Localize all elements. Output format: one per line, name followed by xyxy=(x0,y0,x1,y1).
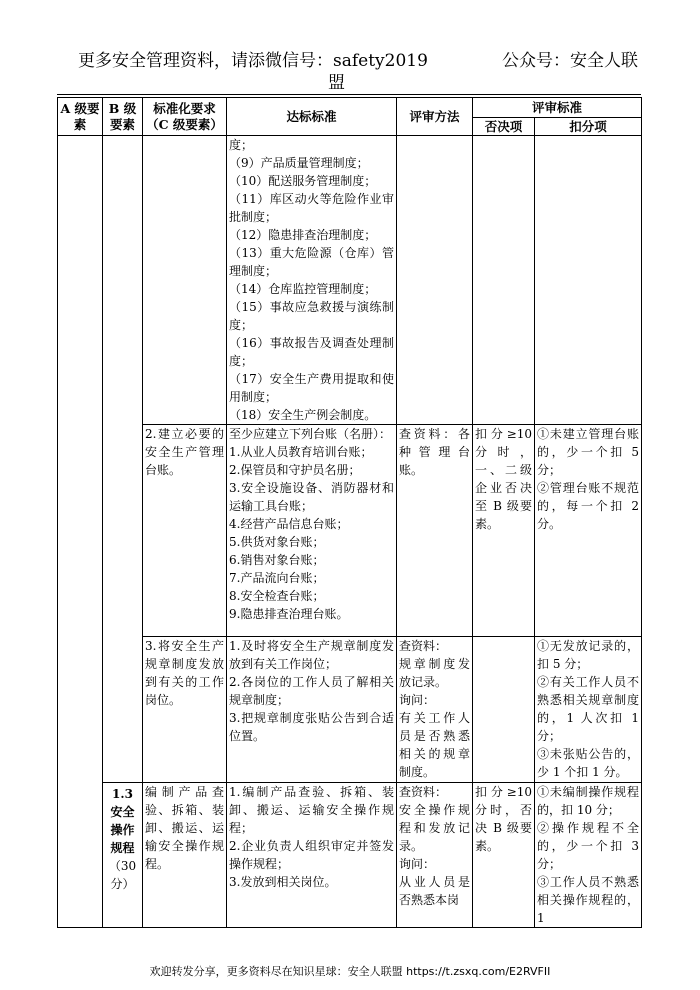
list-item: 2.各岗位的工作人员了解相关规章制度； xyxy=(229,675,394,707)
list-item: 查资料： xyxy=(399,639,448,653)
table-row xyxy=(58,136,642,425)
list-item: 9.隐患排查治理台账。 xyxy=(229,607,349,621)
list-item: （18）安全生产例会制度。 xyxy=(229,408,377,422)
b-level-score: 分） xyxy=(110,877,135,891)
list-item: 从业人员是否熟悉本岗 xyxy=(399,875,470,907)
deduct-cell xyxy=(535,425,642,637)
list-item: 2.保管员和守护员名册； xyxy=(229,463,361,477)
header-rule xyxy=(57,94,641,95)
table-row xyxy=(58,637,642,783)
list-item: 3.把规章制度张贴公告到合适位置。 xyxy=(229,711,394,743)
list-item: 度； xyxy=(229,138,254,152)
col-criteria: 评审标准 xyxy=(473,98,642,118)
veto-cell xyxy=(473,136,535,425)
list-item: （12）隐患排查治理制度； xyxy=(229,228,377,242)
b-level-label: 安全 xyxy=(110,805,135,819)
table-row xyxy=(58,425,642,637)
method-cell: 查资料：各种管理台账。 xyxy=(397,425,473,637)
list-item: ③工作人员不熟悉相关操作规程的，1 xyxy=(537,875,640,925)
list-item: 4.经营产品信息台账； xyxy=(229,517,349,531)
list-item: 3.发放到相关岗位。 xyxy=(229,875,337,889)
standard-cell xyxy=(227,425,397,637)
wechat-note: 更多安全管理资料，请添微信号：safety2019 xyxy=(78,51,428,71)
list-item: 1.从业人员教育培训台账； xyxy=(229,445,373,459)
list-item: ①未建立管理台账的，少一个扣 5 分； xyxy=(537,427,640,477)
deduct-cell xyxy=(535,783,642,928)
list-item: ②有关工作人员不熟悉相关规章制度的，1 人次扣 1 分； xyxy=(537,675,640,743)
list-item: （11）库区动火等危险作业审批制度； xyxy=(229,192,394,224)
list-item: 8.安全检查台账； xyxy=(229,589,325,603)
veto-cell xyxy=(473,637,535,783)
method-cell xyxy=(397,136,473,425)
list-item: ②管理台账不规范的，每一个扣 2 分。 xyxy=(537,481,640,531)
a-level-cell xyxy=(58,136,103,928)
list-intro: 至少应建立下列台账（名册）： xyxy=(229,427,392,441)
list-item: ②操作规程不全的，少一个扣 3 分； xyxy=(537,821,640,871)
list-item: 询问： xyxy=(399,693,436,707)
list-item: （14）仓库监控管理制度； xyxy=(229,282,377,296)
col-standard: 达标标准 xyxy=(227,98,397,136)
list-item: 6.销售对象台账； xyxy=(229,553,325,567)
list-item: （9）产品质量管理制度； xyxy=(229,156,369,170)
list-item: （17）安全生产费用提取和使用制度； xyxy=(229,372,394,404)
list-item: 5.供货对象台账； xyxy=(229,535,325,549)
list-item: 有关工作人员是否熟悉相关的规章制度。 xyxy=(399,711,470,779)
c-level-cell: 2.建立必要的安全生产管理台账。 xyxy=(143,425,227,637)
veto-cell: 扣分≥10 分时，否决 B 级要素。 xyxy=(473,783,535,928)
c-level-cell: 3.将安全生产规章制度发放到有关的工作岗位。 xyxy=(143,637,227,783)
list-item: （10）配送服务管理制度； xyxy=(229,174,377,188)
list-item: 2.企业负责人组织审定并签发操作规程； xyxy=(229,839,394,871)
b-level-score: （30 xyxy=(108,859,137,873)
b-level-label: 操作 xyxy=(110,823,135,837)
deduct-cell xyxy=(535,637,642,783)
b-level-code: 1.3 xyxy=(112,787,133,801)
method-cell xyxy=(397,783,473,928)
list-item: ①未编制操作规程的，扣 10 分； xyxy=(537,785,640,817)
col-a-level: A 级要素 xyxy=(58,98,103,136)
list-item: （15）事故应急救援与演练制度； xyxy=(229,300,394,332)
list-item: ③未张贴公告的，少 1 个扣 1 分。 xyxy=(537,747,640,779)
list-item: 1.编制产品查验、拆箱、装卸、搬运、运输安全操作规程； xyxy=(229,785,394,835)
official-account-note: 公众号：安全人联 xyxy=(502,51,638,71)
standard-cell xyxy=(227,783,397,928)
col-veto: 否决项 xyxy=(473,118,535,136)
standard-cell xyxy=(227,637,397,783)
b-level-cell xyxy=(103,136,143,783)
standard-cell xyxy=(227,136,397,425)
standard-table xyxy=(57,97,642,928)
list-item: 询问： xyxy=(399,857,436,871)
col-b-level: B 级要素 xyxy=(103,98,143,136)
method-cell xyxy=(397,637,473,783)
col-deduct: 扣分项 xyxy=(535,118,642,136)
page-footer: 欢迎转发分享，更多资料尽在知识星球：安全人联盟 https://t.zsxq.com/E2RVFII xyxy=(149,965,551,978)
list-item: 规章制度发放记录。 xyxy=(399,657,470,689)
table-header-row xyxy=(58,98,642,118)
table-row xyxy=(58,783,642,928)
list-item: 安全操作规程和发放记录。 xyxy=(399,803,470,853)
list-item: （13）重大危险源（仓库）管理制度； xyxy=(229,246,394,278)
list-item: （16）事故报告及调查处理制度； xyxy=(229,336,394,368)
list-item: ①无发放记录的，扣 5 分； xyxy=(537,639,640,671)
b-level-label: 规程 xyxy=(110,841,135,855)
official-account-note-cont: 盟 xyxy=(328,73,345,93)
deduct-cell xyxy=(535,136,642,425)
c-level-cell xyxy=(143,136,227,425)
list-item: 7.产品流向台账； xyxy=(229,571,325,585)
list-item: 查资料： xyxy=(399,785,448,799)
b-level-cell xyxy=(103,783,143,928)
c-level-cell: 编制产品查验、拆箱、装卸、搬运、运输安全操作规程。 xyxy=(143,783,227,928)
list-item: 1.及时将安全生产规章制度发放到有关工作岗位； xyxy=(229,639,394,671)
list-item: 3.安全设施设备、消防器材和运输工具台账； xyxy=(229,481,394,513)
col-method: 评审方法 xyxy=(397,98,473,136)
veto-cell: 扣分≥10 分时，一、二级企业否决至 B 级要素。 xyxy=(473,425,535,637)
col-c-level: 标准化要求（C 级要素） xyxy=(143,98,227,136)
